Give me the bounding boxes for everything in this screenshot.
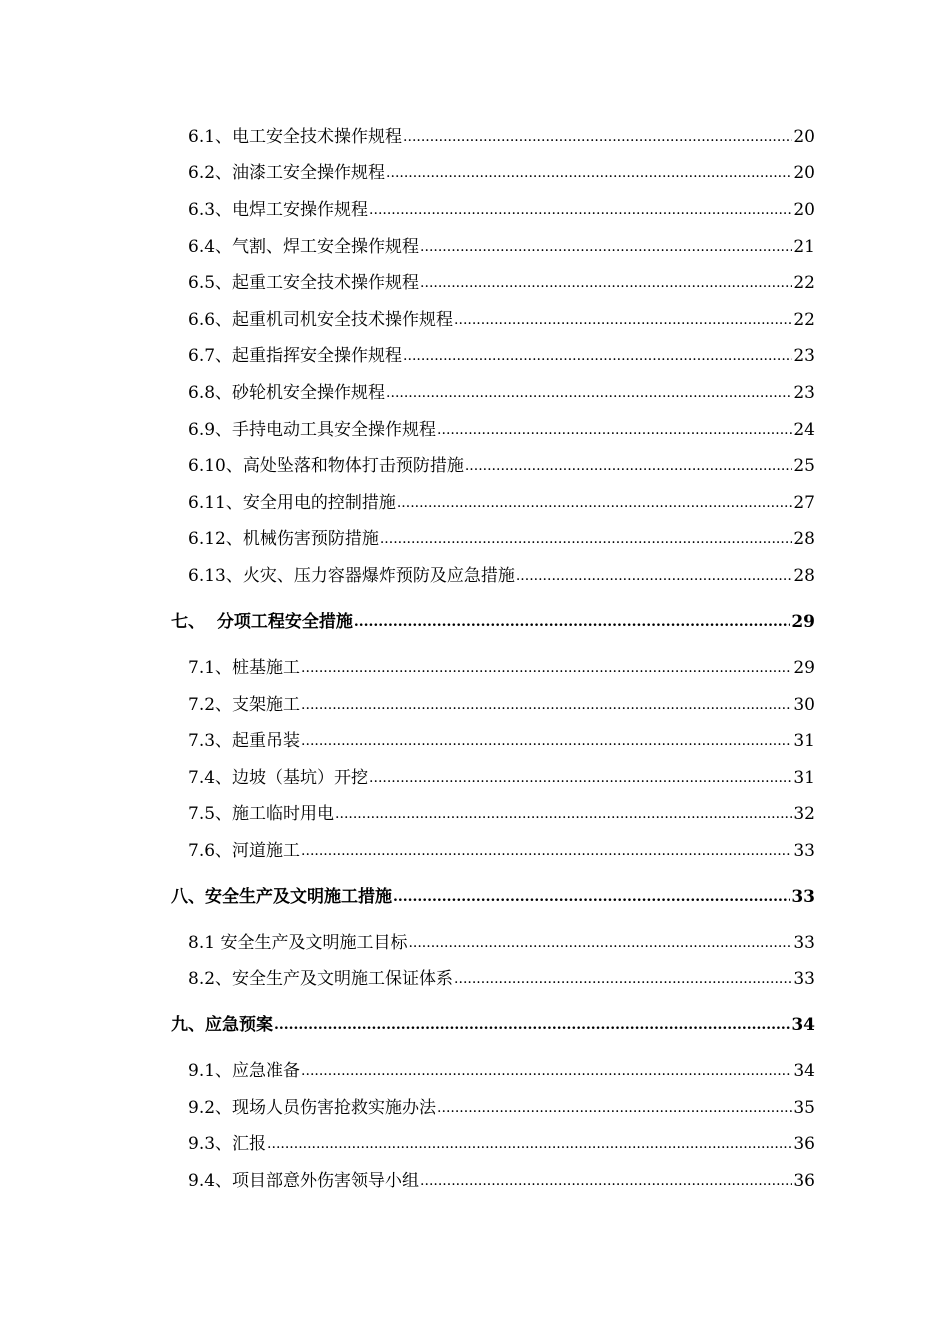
toc-entry-label: 7.3、起重吊装 [188,731,301,751]
toc-entry[interactable] [188,161,815,185]
toc-entry[interactable] [188,1132,815,1156]
toc-entry-label: 9.4、项目部意外伤害领导小组 [188,1171,420,1191]
toc-entry-page: 21 [793,237,815,257]
toc-entry-page: 33 [793,969,815,989]
toc-entry-page: 34 [791,1015,815,1035]
toc-entry[interactable] [188,271,815,295]
toc-entry-label: 8.2、安全生产及文明施工保证体系 [188,969,454,989]
toc-entry-label: 七、 分项工程安全措施 [171,612,353,632]
toc-entry[interactable] [188,766,815,790]
toc-entry[interactable] [188,235,815,259]
dot-leader [369,769,792,787]
toc-entry[interactable] [188,527,815,551]
toc-entry-label: 6.10、高处坠落和物体打击预防措施 [188,456,464,476]
toc-entry[interactable] [188,344,815,368]
toc-entry-label: 9.3、汇报 [188,1134,267,1154]
toc-entry[interactable] [188,454,815,478]
toc-entry-page: 34 [793,1061,815,1081]
toc-entry-label: 6.2、油漆工安全操作规程 [188,163,386,183]
dot-leader [420,238,792,256]
toc-entry-page: 28 [793,566,815,586]
toc-entry-page: 22 [793,273,815,293]
toc-entry-page: 36 [793,1134,815,1154]
toc-entry[interactable] [188,656,815,680]
toc-entry-label: 9.2、现场人员伤害抢救实施办法 [188,1098,437,1118]
toc-entry-page: 20 [793,200,815,220]
toc-entry[interactable] [188,308,815,332]
dot-leader [274,1016,790,1034]
toc-entry-label: 7.1、桩基施工 [188,658,301,678]
dot-leader [454,311,792,329]
toc-entry-page: 33 [791,887,815,907]
toc-entry[interactable] [188,802,815,826]
dot-leader [397,494,793,512]
dot-leader [437,1099,792,1117]
toc-entry-page: 31 [793,768,815,788]
toc-entry-label: 6.5、起重工安全技术操作规程 [188,273,420,293]
toc-entry[interactable] [188,931,815,955]
toc-chapter-entry[interactable] [171,1013,815,1037]
toc-entry-page: 29 [791,612,815,632]
toc-entry-page: 36 [793,1171,815,1191]
toc-entry-page: 35 [793,1098,815,1118]
toc-entry-label: 6.6、起重机司机安全技术操作规程 [188,310,454,330]
toc-entry-label: 6.3、电焊工安操作规程 [188,200,369,220]
toc-entry[interactable] [188,1169,815,1193]
toc-entry-page: 23 [793,346,815,366]
toc-entry[interactable] [188,418,815,442]
toc-entry-page: 22 [793,310,815,330]
toc-entry-label: 6.7、起重指挥安全操作规程 [188,346,403,366]
toc-entry-label: 7.5、施工临时用电 [188,804,335,824]
toc-entry-label: 6.4、气割、焊工安全操作规程 [188,237,420,257]
toc-entry-page: 29 [793,658,815,678]
dot-leader [335,805,792,823]
toc-entry-label: 6.12、机械伤害预防措施 [188,529,379,549]
dot-leader [386,164,792,182]
toc-entry[interactable] [188,491,815,515]
toc-entry-page: 33 [793,841,815,861]
dot-leader [386,384,792,402]
dot-leader [437,421,792,439]
toc-entry[interactable] [188,1059,815,1083]
dot-leader [380,530,793,548]
dot-leader [267,1135,792,1153]
toc-entry[interactable] [188,693,815,717]
toc-entry-label: 6.9、手持电动工具安全操作规程 [188,420,437,440]
toc-entry-page: 31 [793,731,815,751]
dot-leader [408,934,792,952]
dot-leader [301,842,792,860]
toc-entry-page: 20 [793,127,815,147]
toc-entry-label: 9.1、应急准备 [188,1061,301,1081]
toc-chapter-entry[interactable] [171,885,815,909]
toc-entry[interactable] [188,1096,815,1120]
toc-entry-label: 6.8、砂轮机安全操作规程 [188,383,386,403]
dot-leader [403,128,792,146]
toc-entry[interactable] [188,125,815,149]
toc-entry-label: 6.1、电工安全技术操作规程 [188,127,403,147]
toc-entry-page: 30 [793,695,815,715]
dot-leader [301,1062,792,1080]
dot-leader [516,567,793,585]
dot-leader [454,970,792,988]
toc-entry-label: 7.2、支架施工 [188,695,301,715]
dot-leader [301,659,792,677]
dot-leader [403,347,792,365]
toc-entry[interactable] [188,198,815,222]
toc-entry-label: 6.13、火灾、压力容器爆炸预防及应急措施 [188,566,515,586]
toc-entry-page: 25 [793,456,815,476]
dot-leader [369,201,792,219]
toc-entry[interactable] [188,967,815,991]
dot-leader [301,732,792,750]
toc-entry-page: 28 [793,529,815,549]
toc-entry[interactable] [188,839,815,863]
toc-entry-page: 23 [793,383,815,403]
toc-entry-page: 20 [793,163,815,183]
toc-entry-label: 八、安全生产及文明施工措施 [171,887,392,907]
dot-leader [354,613,790,631]
toc-entry[interactable] [188,381,815,405]
toc-entry-label: 九、应急预案 [171,1015,273,1035]
toc-chapter-entry[interactable] [171,610,815,634]
dot-leader [420,1172,792,1190]
toc-entry-label: 7.6、河道施工 [188,841,301,861]
toc-entry-label: 7.4、边坡（基坑）开挖 [188,768,369,788]
toc-entry-label: 6.11、安全用电的控制措施 [188,493,396,513]
dot-leader [465,457,793,475]
toc-entry-page: 27 [793,493,815,513]
dot-leader [420,274,792,292]
toc-entry-page: 24 [793,420,815,440]
toc-entry[interactable] [188,564,815,588]
dot-leader [301,696,792,714]
toc-entry-label: 8.1 安全生产及文明施工目标 [188,933,408,953]
toc-entry-page: 33 [793,933,815,953]
dot-leader [393,888,790,906]
toc-entry[interactable] [188,729,815,753]
toc-entry-page: 32 [793,804,815,824]
